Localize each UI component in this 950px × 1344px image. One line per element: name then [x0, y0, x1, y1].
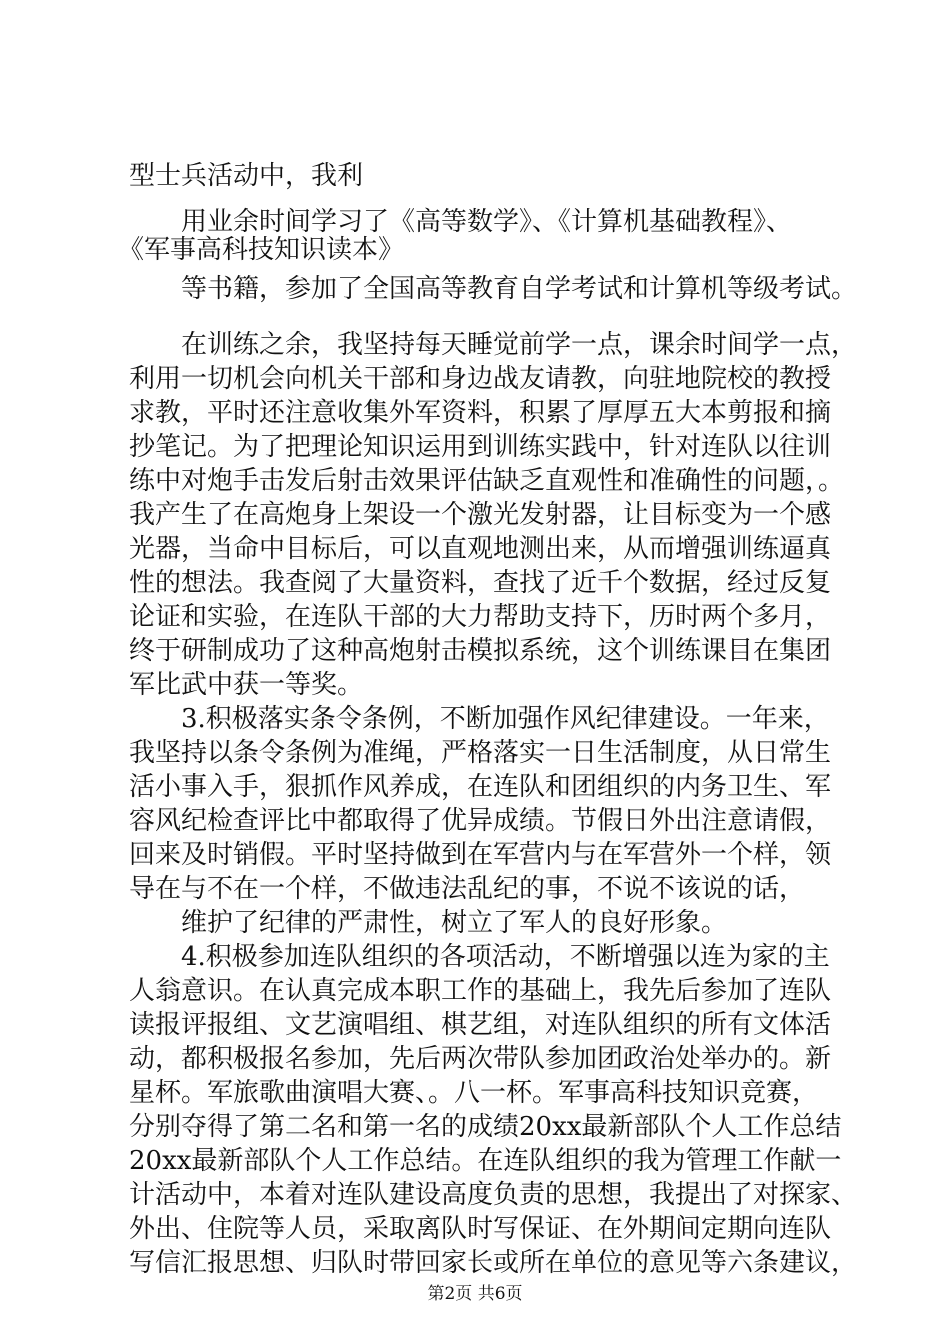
- text-line: 人翁意识。在认真完成本职工作的基础上，我先后参加了连队: [129, 976, 832, 1006]
- text-line: 性的想法。我查阅了大量资料，查找了近千个数据，经过反复: [129, 568, 832, 598]
- text-line: 读报评报组、文艺演唱组、棋艺组，对连队组织的所有文体活: [129, 1010, 832, 1040]
- text-line: 我坚持以条令条例为准绳，严格落实一日生活制度，从日常生: [129, 738, 832, 768]
- text-line: 用业余时间学习了《高等数学》、《计算机基础教程》、: [181, 207, 793, 237]
- page-number-footer: 第2页 共6页: [427, 1284, 523, 1304]
- text-line: 容风纪检查评比中都取得了优异成绩。节假日外出注意请假，: [129, 806, 832, 836]
- text-line: 写信汇报思想、归队时带回家长或所在单位的意见等六条建议，: [129, 1248, 858, 1278]
- text-line: 在训练之余，我坚持每天睡觉前学一点，课余时间学一点，: [181, 330, 858, 360]
- text-line: 3.积极落实条令条例，不断加强作风纪律建设。一年来，: [181, 704, 830, 734]
- text-line: 分别夺得了第二名和第一名的成绩20xx最新部队个人工作总结: [129, 1112, 842, 1142]
- text-line: 回来及时销假。平时坚持做到在军营内与在军营外一个样，领: [129, 840, 832, 870]
- text-line: 星杯。军旅歌曲演唱大赛、。八一杯。军事高科技知识竞赛，: [129, 1078, 819, 1108]
- text-line: 光器，当命中目标后，可以直观地测出来，从而增强训练逼真: [129, 534, 832, 564]
- text-line: 活小事入手，狠抓作风养成，在连队和团组织的内务卫生、军: [129, 772, 832, 802]
- text-line: 20xx最新部队个人工作总结。在连队组织的我为管理工作献一: [129, 1146, 842, 1176]
- text-line: 抄笔记。为了把理论知识运用到训练实践中，针对连队以往训: [129, 432, 832, 462]
- text-line: 求教，平时还注意收集外军资料，积累了厚厚五大本剪报和摘: [129, 398, 832, 428]
- text-line: 等书籍，参加了全国高等教育自学考试和计算机等级考试。: [181, 274, 858, 304]
- text-line: 4.积极参加连队组织的各项活动，不断增强以连为家的主: [181, 942, 830, 972]
- text-line: 终于研制成功了这种高炮射击模拟系统，这个训练课目在集团: [129, 636, 832, 666]
- text-line: 军比武中获一等奖。: [129, 670, 364, 700]
- text-line: 外出、住院等人员，采取离队时写保证、在外期间定期向连队: [129, 1214, 832, 1244]
- text-line: 利用一切机会向机关干部和身边战友请教，向驻地院校的教授: [129, 364, 832, 394]
- text-line: 导在与不在一个样，不做违法乱纪的事，不说不该说的话，: [129, 874, 806, 904]
- text-line: 我产生了在高炮身上架设一个激光发射器，让目标变为一个感: [129, 500, 832, 530]
- text-line: 练中对炮手击发后射击效果评估缺乏直观性和准确性的问题，。: [129, 466, 845, 496]
- text-line: 型士兵活动中，我利: [129, 161, 364, 191]
- text-line: 《军事高科技知识读本》: [118, 235, 405, 265]
- text-line: 动，都积极报名参加，先后两次带队参加团政治处举办的。新: [129, 1044, 832, 1074]
- text-line: 计活动中，本着对连队建设高度负责的思想，我提出了对探家、: [129, 1180, 858, 1210]
- text-line: 论证和实验，在连队干部的大力帮助支持下，历时两个多月，: [129, 602, 832, 632]
- text-line: 维护了纪律的严肃性，树立了军人的良好形象。: [181, 908, 728, 938]
